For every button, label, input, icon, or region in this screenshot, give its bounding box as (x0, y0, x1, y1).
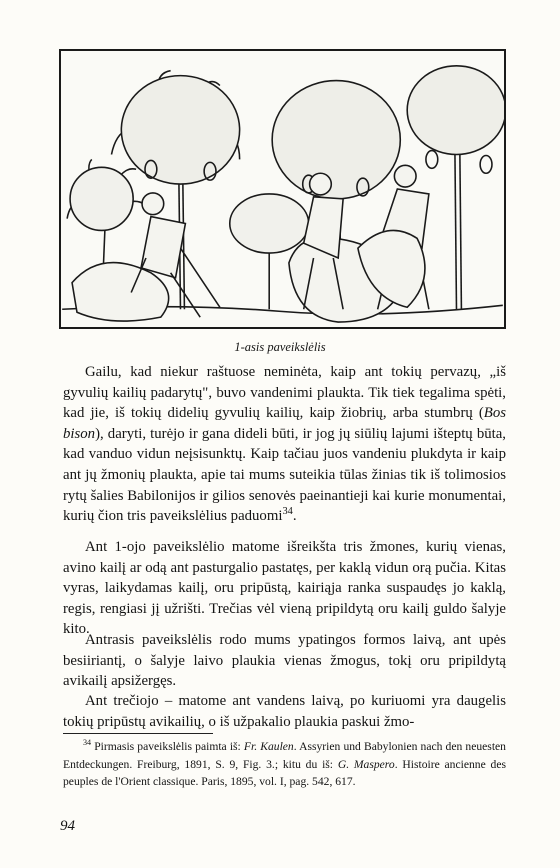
paragraph-3-text: Antrasis paveikslėlis rodo mums ypatingos formos laivą, ant upės besiiriantį, o šalyje laivo plaukia vienas žmogus, tokį oru pripildytą avikailį apsižergęs. (63, 632, 506, 690)
paragraph-1-continuation: ), daryti, turėjo ir gana dideli būti, ir jog jų siūlių lajumi išteptų būta, kad vanduo vidun neįsisunktų. Kaip tačiau juos vandeniu plukdyta ir kaip ant jų žmonių plaukta, apie tai mums suteikia tūlas žinias tik iš tolimosios rytų šalies Babilonijos ir gilios senovės paeinantieji kai kurie monumentai, kurių čion tris paveikslėlius paduomi (63, 425, 506, 525)
footnote-text-1: Pirmasis paveikslėlis paimta iš: (91, 740, 244, 753)
footnote-author-2: G. Maspero (337, 757, 395, 771)
footnote-text-2: . Assyrien und Babylonien nach den neuesten Entdeckungen. Freiburg, 1891, S. 9, Fig. 3.; kitu du iš: (63, 740, 506, 771)
paragraph-3 (63, 630, 506, 692)
paragraph-2-text: Ant 1-ojo paveikslėlio matome išreikšta tris žmones, kurių vienas, avino kailį ar odą ant pasturgalio pastatęs, per kaklą vidun orą pučia. Kitas vyras, laikydamas kailį, oru pripūstą, kairiąja ranka suspaudęs jo kaklą, regis, rengiasi jį užrišti. Trečias vėl vieną pripildytą oru kailį guldo šalyje kito. (63, 539, 506, 638)
paragraph-1-end: . (292, 508, 297, 525)
footnote-text-3: . Histoire ancienne des peuples de l'Orient classique. Paris, 1895, vol. I, pag. 542, 617. (63, 757, 506, 788)
page-number: 94 (60, 818, 75, 834)
footnote (63, 738, 506, 791)
relief-illustration (59, 49, 506, 329)
paragraph-1 (63, 362, 506, 527)
figure-caption: 1-asis paveikslėlis (234, 340, 326, 354)
paragraph-2 (63, 537, 506, 640)
paragraph-1-text: Gailu, kad niekur raštuose neminėta, kaip ant tokių pervazų, „iš gyvulių kailių padarytų", buvo vandenimi plaukta. Tik tiek tegalima spėti, kad jie, iš tokių didelių gyvulių kailių, kaip žiobrių, arba stumbrų ( (63, 364, 506, 422)
footnote-author-1: Fr. Kaulen (243, 740, 294, 753)
relief-drawing (61, 51, 504, 327)
paragraph-4-text: Ant trečiojo – matome ant vandens laivą, po kuriuomi yra daugelis tokių pripūstų avikailių, o iš užpakalio plaukia paskui žmo- (63, 693, 506, 730)
footnote-separator (63, 733, 213, 734)
paragraph-1-italic: Bos bison (63, 405, 506, 442)
footnote-number: 34 (83, 738, 92, 748)
paragraph-4 (63, 691, 506, 732)
footnote-reference: 34 (282, 506, 293, 518)
